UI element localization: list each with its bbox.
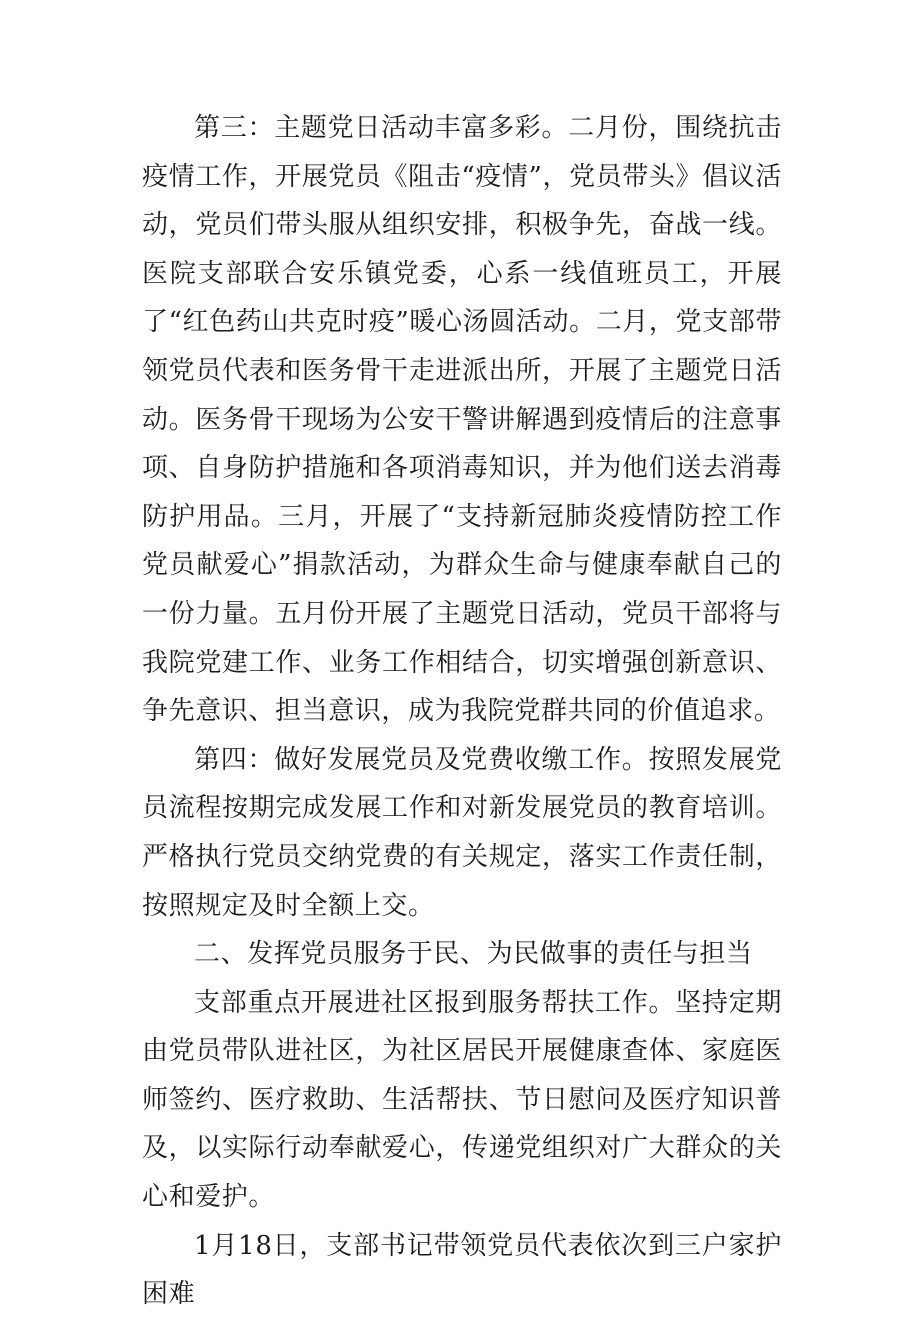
document-body bbox=[142, 104, 782, 1319]
paragraph-community-service: 支部重点开展进社区报到服务帮扶工作。坚持定期由党员带队进社区，为社区居民开展健康查体、家庭医师签约、医疗救助、生活帮扶、节日慰问及医疗知识普及，以实际行动奉献爱心，传递党组织对广大群众的关心和爱护。 bbox=[142, 987, 782, 1213]
paragraph-member-development: 第四：做好发展党员及党费收缴工作。按照发展党员流程按期完成发展工作和对新发展党员的教育培训。严格执行党员交纳党费的有关规定，落实工作责任制，按照规定及时全额上交。 bbox=[142, 744, 782, 921]
paragraph-jan-18: 1月18日，支部书记带领党员代表依次到三户家护困难 bbox=[142, 1230, 782, 1310]
section-heading-two: 二、发挥党员服务于民、为民做事的责任与担当 bbox=[194, 939, 753, 970]
paragraph-theme-party-day: 第三：主题党日活动丰富多彩。二月份，围绕抗击疫情工作，开展党员《阻击“疫情”，党员带头》倡议活动，党员们带头服从组织安排，积极争先，奋战一线。医院支部联合安乐镇党委，心系一线值班员工，开展了“红色药山共克时疫”暖心汤圆活动。二月，党支部带领党员代表和医务骨干走进派出所，开展了主题党日活动。医务骨干现场为公安干警讲解遇到疫情后的注意事项、自身防护措施和各项消毒知识，并为他们送去消毒防护用品。三月，开展了“支持新冠肺炎疫情防控工作党员献爱心”捐款活动，为群众生命与健康奉献自己的一份力量。五月份开展了主题党日活动，党员干部将与我院党建工作、业务工作相结合，切实增强创新意识、争先意识、担当意识，成为我院党群共同的价值追求。 bbox=[142, 113, 782, 727]
